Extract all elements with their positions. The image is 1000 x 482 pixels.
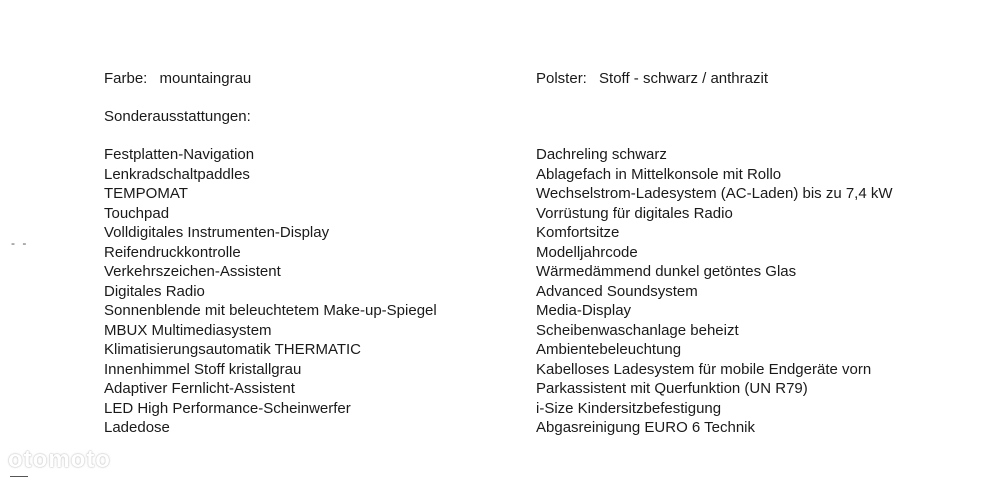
equipment-item: Media-Display xyxy=(536,302,632,319)
page-edge-mark: - - xyxy=(11,236,29,250)
equipment-item: Modelljahrcode xyxy=(536,243,638,261)
equipment-item: Scheibenwaschanlage beheizt xyxy=(536,321,739,339)
equipment-item: Dachreling schwarz xyxy=(536,146,667,163)
equipment-item: Verkehrszeichen-Assistent xyxy=(104,263,281,280)
equipment-item: Parkassistent mit Querfunktion (UN R79) xyxy=(536,380,808,397)
corner-divider xyxy=(10,476,28,477)
farbe-label: Farbe: xyxy=(104,70,148,87)
equipment-item: Ambientebeleuchtung xyxy=(536,341,682,358)
equipment-item: Kabelloses Ladesystem für mobile Endgeräte vorn xyxy=(536,360,872,378)
equipment-item: Innenhimmel Stoff kristallgrau xyxy=(104,360,302,378)
equipment-list-left xyxy=(104,145,437,438)
equipment-item: Reifendruckkontrolle xyxy=(104,243,241,261)
polster-label: Polster: xyxy=(536,70,587,87)
equipment-item: Ladedose xyxy=(104,419,170,436)
equipment-item: LED High Performance-Scheinwerfer xyxy=(104,399,351,417)
equipment-item: MBUX Multimediasystem xyxy=(104,321,272,339)
equipment-item: Ablagefach in Mittelkonsole mit Rollo xyxy=(536,165,782,183)
equipment-item: Komfortsitze xyxy=(536,224,620,241)
farbe-field xyxy=(104,69,251,88)
equipment-list-right xyxy=(536,145,893,438)
equipment-item: Touchpad xyxy=(104,204,170,222)
equipment-item: TEMPOMAT xyxy=(104,185,188,202)
equipment-item: Digitales Radio xyxy=(104,282,205,300)
equipment-item: Advanced Soundsystem xyxy=(536,282,698,300)
equipment-item: Abgasreinigung EURO 6 Technik xyxy=(536,419,756,436)
otomoto-watermark: otomoto xyxy=(8,446,111,473)
polster-value: Stoff - schwarz / anthrazit xyxy=(599,70,768,87)
equipment-item: Sonnenblende mit beleuchtetem Make-up-Spiegel xyxy=(104,302,437,319)
equipment-item: i-Size Kindersitzbefestigung xyxy=(536,399,722,417)
farbe-value: mountaingrau xyxy=(159,70,252,87)
equipment-item: Wechselstrom-Ladesystem (AC-Laden) bis zu 7,4 kW xyxy=(536,185,893,202)
equipment-item: Vorrüstung für digitales Radio xyxy=(536,204,733,222)
equipment-item: Adaptiver Fernlicht-Assistent xyxy=(104,380,295,397)
equipment-item: Volldigitales Instrumenten-Display xyxy=(104,224,330,241)
polster-field xyxy=(536,69,768,88)
equipment-item: Lenkradschaltpaddles xyxy=(104,165,250,183)
equipment-item: Wärmedämmend dunkel getöntes Glas xyxy=(536,263,797,280)
equipment-item: Festplatten-Navigation xyxy=(104,146,255,163)
equipment-item: Klimatisierungsautomatik THERMATIC xyxy=(104,341,362,358)
sonderausstattungen-heading: Sonderausstattungen: xyxy=(104,108,251,125)
